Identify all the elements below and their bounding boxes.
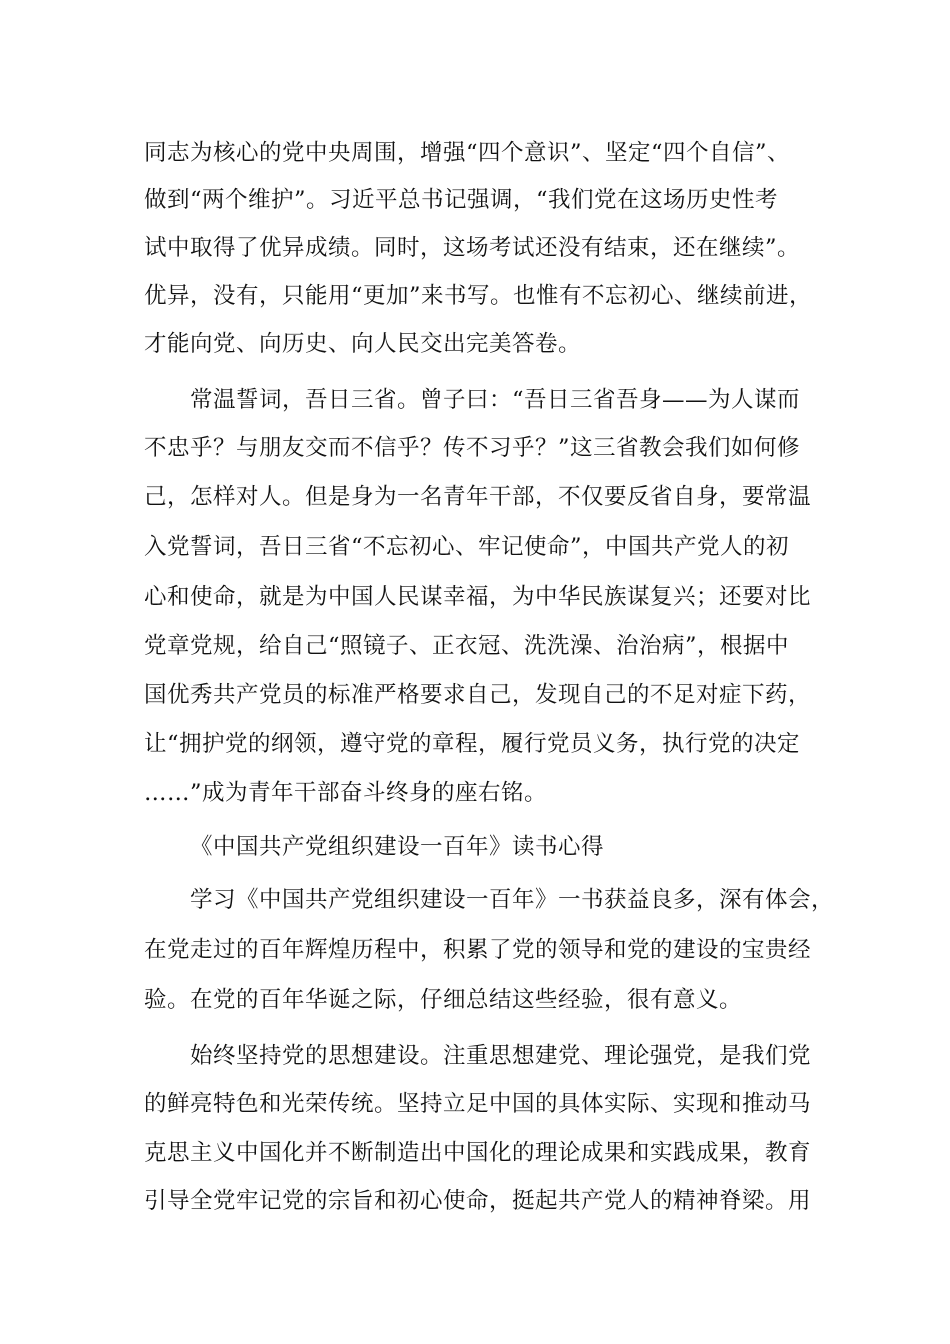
section-title: 《中国共产党组织建设一百年》读书心得 — [190, 834, 605, 860]
text-line: 试中取得了优异成绩。同时，这场考试还没有结束，还在继续”。 — [144, 235, 801, 261]
paragraph-start-line: 始终坚持党的思想建设。注重思想建党、理论强党，是我们党 — [190, 1043, 812, 1069]
text-line: 做到“两个维护”。习近平总书记强调，“我们党在这场历史性考 — [144, 187, 779, 213]
text-line: 优异，没有，只能用“更加”来书写。也惟有不忘初心、继续前进， — [144, 283, 813, 309]
text-line: 才能向党、向历史、向人民交出完美答卷。 — [144, 331, 582, 357]
text-line: 的鲜亮特色和光荣传统。坚持立足中国的具体实际、实现和推动马 — [144, 1091, 812, 1117]
text-line: 克思主义中国化并不断制造出中国化的理论成果和实践成果，教育 — [144, 1140, 812, 1166]
text-line: 心和使命，就是为中国人民谋幸福，为中华民族谋复兴；还要对比 — [144, 584, 812, 610]
paragraph-start-line: 常温誓词，吾日三省。曾子曰：“吾日三省吾身——为人谋而 — [190, 387, 801, 413]
text-line: 国优秀共产党员的标准严格要求自己，发现自己的不足对症下药， — [144, 682, 812, 708]
text-line: 同志为核心的党中央周围，增强“四个意识”、坚定“四个自信”、 — [144, 140, 791, 166]
text-line: 让“拥护党的纲领，遵守党的章程，履行党员义务，执行党的决定 — [144, 731, 801, 757]
text-line: 验。在党的百年华诞之际，仔细总结这些经验，很有意义。 — [144, 987, 743, 1013]
text-line: 己，怎样对人。但是身为一名青年干部，不仅要反省自身，要常温 — [144, 484, 812, 510]
text-line: 不忠乎？与朋友交而不信乎？传不习乎？”这三省教会我们如何修 — [144, 435, 801, 461]
text-line: 在党走过的百年辉煌历程中，积累了党的领导和党的建设的宝贵经 — [144, 937, 812, 963]
text-line: 引导全党牢记党的宗旨和初心使命，挺起共产党人的精神脊梁。用 — [144, 1188, 812, 1214]
text-line: ……”成为青年干部奋斗终身的座右铭。 — [144, 780, 548, 806]
text-line: 党章党规，给自己“照镜子、正衣冠、洗洗澡、治治病”，根据中 — [144, 633, 790, 659]
text-line: 入党誓词，吾日三省“不忘初心、牢记使命”，中国共产党人的初 — [144, 534, 790, 560]
paragraph-start-line: 学习《中国共产党组织建设一百年》一书获益良多，深有体会， — [190, 887, 835, 913]
